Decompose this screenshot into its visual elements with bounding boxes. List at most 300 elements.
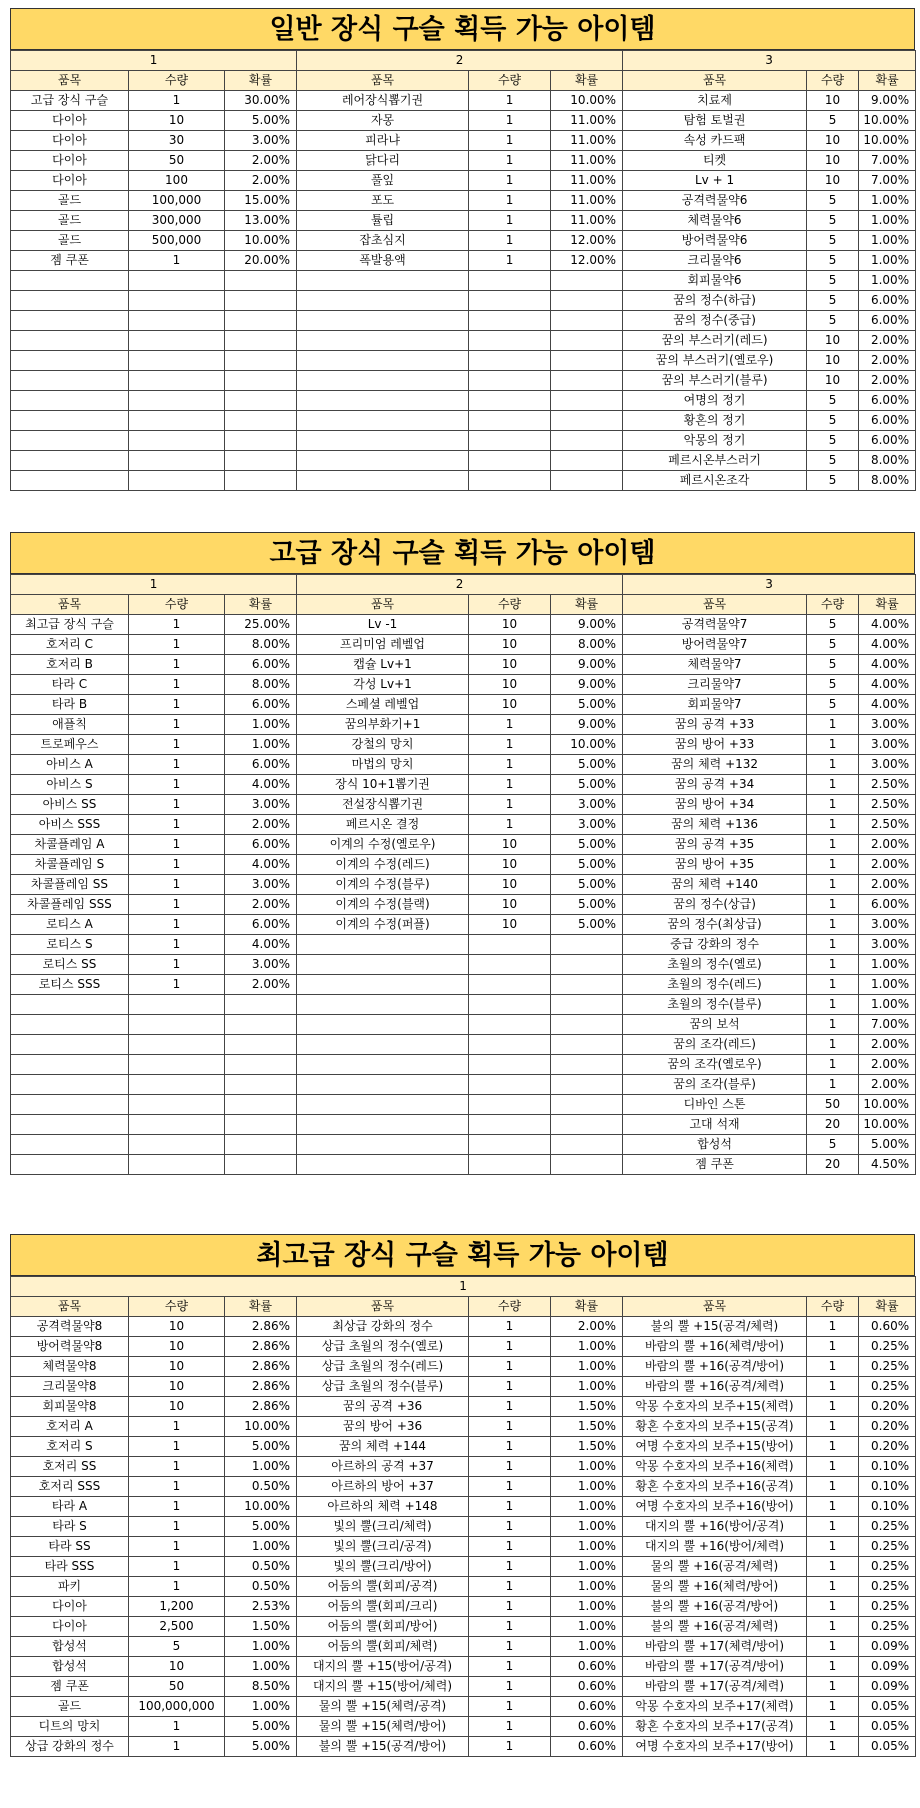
item-quantity: 1 — [469, 191, 551, 211]
item-probability: 0.09% — [859, 1677, 916, 1697]
item-quantity: 1 — [807, 1737, 859, 1757]
item-probability: 5.00% — [225, 1437, 297, 1457]
item-name: 불의 뿔 +15(공격/방어) — [297, 1737, 469, 1757]
item-quantity — [129, 1095, 225, 1115]
item-name: 꿈의 방어 +33 — [623, 735, 807, 755]
item-probability: 2.00% — [859, 855, 916, 875]
item-name: 빛의 뿔(크리/공격) — [297, 1537, 469, 1557]
item-name — [11, 1155, 129, 1175]
item-name: 물의 뿔 +15(체력/방어) — [297, 1717, 469, 1737]
item-name — [11, 311, 129, 331]
item-name: 물의 뿔 +16(공격/체력) — [623, 1557, 807, 1577]
item-probability: 11.00% — [551, 211, 623, 231]
item-quantity: 1 — [469, 715, 551, 735]
item-name: 크리물약6 — [623, 251, 807, 271]
item-quantity — [129, 451, 225, 471]
item-probability: 0.10% — [859, 1457, 916, 1477]
table-row — [11, 1677, 916, 1697]
table-row — [11, 895, 916, 915]
item-name: 꿈의 공격 +36 — [297, 1397, 469, 1417]
item-quantity: 1 — [807, 1597, 859, 1617]
table-row — [11, 975, 916, 995]
item-quantity: 10 — [129, 1657, 225, 1677]
item-quantity: 10 — [129, 1377, 225, 1397]
quantity-header: 수량 — [807, 595, 859, 615]
table-row — [11, 695, 916, 715]
item-quantity: 1 — [807, 815, 859, 835]
item-probability: 5.00% — [225, 1517, 297, 1537]
item-quantity: 5 — [807, 231, 859, 251]
item-quantity — [469, 351, 551, 371]
item-quantity: 10 — [469, 635, 551, 655]
item-quantity: 1 — [469, 755, 551, 775]
item-name: 프리미엄 레벨업 — [297, 635, 469, 655]
item-probability: 4.50% — [859, 1155, 916, 1175]
item-probability: 1.00% — [225, 1457, 297, 1477]
table-row — [11, 391, 916, 411]
item-quantity: 1 — [807, 875, 859, 895]
table-row — [11, 615, 916, 635]
table-row — [11, 835, 916, 855]
item-name — [11, 1115, 129, 1135]
item-probability: 5.00% — [859, 1135, 916, 1155]
table-row — [11, 1357, 916, 1377]
item-name: 빛의 뿔(크리/체력) — [297, 1517, 469, 1537]
item-probability: 5.00% — [551, 755, 623, 775]
item-quantity: 1 — [129, 1497, 225, 1517]
item-probability — [551, 1055, 623, 1075]
item-probability: 10.00% — [859, 131, 916, 151]
item-name — [11, 331, 129, 351]
item-header: 품목 — [11, 1297, 129, 1317]
table-row — [11, 111, 916, 131]
item-name: 체력물약6 — [623, 211, 807, 231]
item-probability: 5.00% — [551, 695, 623, 715]
table-row — [11, 875, 916, 895]
item-quantity: 10 — [469, 835, 551, 855]
probability-header: 확률 — [551, 595, 623, 615]
item-quantity: 5 — [807, 655, 859, 675]
item-name — [11, 1055, 129, 1075]
probability-header: 확률 — [859, 71, 916, 91]
item-quantity: 1 — [469, 1737, 551, 1757]
item-quantity: 1 — [129, 1457, 225, 1477]
item-name: 크리물약8 — [11, 1377, 129, 1397]
item-name: 골드 — [11, 231, 129, 251]
item-name — [11, 995, 129, 1015]
item-quantity: 1 — [807, 1377, 859, 1397]
item-name — [297, 995, 469, 1015]
item-name: 마법의 망치 — [297, 755, 469, 775]
item-name: 어둠의 뿔(회피/방어) — [297, 1617, 469, 1637]
item-name: 레어장식뽑기권 — [297, 91, 469, 111]
table-row — [11, 1377, 916, 1397]
item-quantity: 10 — [469, 895, 551, 915]
item-name: 페르시온부스러기 — [623, 451, 807, 471]
table-row — [11, 1537, 916, 1557]
item-quantity: 5 — [807, 251, 859, 271]
item-probability: 1.00% — [225, 1637, 297, 1657]
item-quantity: 1 — [469, 815, 551, 835]
item-name: 로티스 SSS — [11, 975, 129, 995]
item-quantity: 10 — [469, 855, 551, 875]
item-quantity: 500,000 — [129, 231, 225, 251]
item-quantity — [129, 1055, 225, 1075]
table-row — [11, 735, 916, 755]
item-name: 이계의 수정(퍼플) — [297, 915, 469, 935]
item-quantity — [129, 351, 225, 371]
item-name: 황혼의 정기 — [623, 411, 807, 431]
item-probability: 4.00% — [859, 615, 916, 635]
item-name: 타라 B — [11, 695, 129, 715]
item-probability: 0.05% — [859, 1717, 916, 1737]
item-probability: 6.00% — [225, 755, 297, 775]
item-name — [297, 451, 469, 471]
item-quantity: 1 — [129, 935, 225, 955]
table-row — [11, 955, 916, 975]
item-probability: 2.00% — [859, 835, 916, 855]
item-quantity — [129, 1155, 225, 1175]
item-name: 상급 강화의 정수 — [11, 1737, 129, 1757]
item-probability: 0.10% — [859, 1497, 916, 1517]
item-quantity: 1 — [807, 1637, 859, 1657]
item-quantity: 10 — [469, 615, 551, 635]
item-name: 중급 강화의 정수 — [623, 935, 807, 955]
table-row — [11, 715, 916, 735]
item-probability: 1.00% — [859, 975, 916, 995]
item-quantity: 5 — [807, 111, 859, 131]
item-quantity: 1 — [807, 975, 859, 995]
item-quantity — [129, 1075, 225, 1095]
item-probability — [225, 271, 297, 291]
item-quantity: 5 — [807, 391, 859, 411]
item-probability — [551, 1135, 623, 1155]
item-quantity: 1,200 — [129, 1597, 225, 1617]
item-name: 다이아 — [11, 131, 129, 151]
item-name: 꿈의 정수(중급) — [623, 311, 807, 331]
table-row — [11, 231, 916, 251]
item-probability — [225, 411, 297, 431]
header-row — [11, 71, 916, 91]
item-probability: 10.00% — [859, 1115, 916, 1135]
item-quantity: 1 — [469, 1457, 551, 1477]
item-quantity — [469, 995, 551, 1015]
item-probability: 2.00% — [859, 1055, 916, 1075]
item-name: 상급 초월의 정수(옐로) — [297, 1337, 469, 1357]
item-quantity: 1 — [807, 755, 859, 775]
item-quantity: 1 — [469, 1697, 551, 1717]
item-quantity: 10 — [129, 1357, 225, 1377]
item-name — [11, 1135, 129, 1155]
item-name: 초월의 정수(옐로) — [623, 955, 807, 975]
item-quantity: 1 — [807, 1437, 859, 1457]
item-name: 아비스 SSS — [11, 815, 129, 835]
item-probability — [225, 1015, 297, 1035]
item-name — [297, 1015, 469, 1035]
item-name: 여명 수호자의 보주+15(방어) — [623, 1437, 807, 1457]
quantity-header: 수량 — [129, 595, 225, 615]
item-quantity: 1 — [469, 151, 551, 171]
item-name: 악몽의 정기 — [623, 431, 807, 451]
item-probability: 1.00% — [551, 1497, 623, 1517]
table-row — [11, 635, 916, 655]
item-name: 아르하의 공격 +37 — [297, 1457, 469, 1477]
item-name — [11, 1095, 129, 1115]
item-name — [11, 1035, 129, 1055]
item-probability: 1.00% — [859, 251, 916, 271]
item-probability: 1.00% — [859, 955, 916, 975]
item-probability: 1.00% — [859, 191, 916, 211]
item-probability — [551, 451, 623, 471]
item-name: 꿈의 체력 +144 — [297, 1437, 469, 1457]
item-probability — [551, 1155, 623, 1175]
item-name: 튤립 — [297, 211, 469, 231]
item-probability — [551, 935, 623, 955]
item-quantity: 1 — [807, 895, 859, 915]
item-probability: 4.00% — [225, 855, 297, 875]
item-quantity: 1 — [469, 1357, 551, 1377]
item-probability: 1.00% — [551, 1357, 623, 1377]
item-probability: 25.00% — [225, 615, 297, 635]
item-probability: 5.00% — [551, 915, 623, 935]
item-name: 호저리 SSS — [11, 1477, 129, 1497]
item-header: 품목 — [623, 71, 807, 91]
item-name: 바람의 뿔 +17(공격/체력) — [623, 1677, 807, 1697]
group-number: 2 — [297, 575, 623, 595]
item-quantity — [129, 1015, 225, 1035]
item-probability: 11.00% — [551, 131, 623, 151]
item-quantity — [469, 1095, 551, 1115]
item-name: 타라 SS — [11, 1537, 129, 1557]
item-quantity: 1 — [807, 1557, 859, 1577]
item-quantity: 5 — [807, 695, 859, 715]
item-probability — [551, 1095, 623, 1115]
item-quantity: 1 — [129, 655, 225, 675]
item-name — [11, 391, 129, 411]
item-probability: 0.50% — [225, 1577, 297, 1597]
item-probability: 1.00% — [551, 1597, 623, 1617]
item-quantity: 1 — [469, 211, 551, 231]
table-row — [11, 775, 916, 795]
item-quantity: 1 — [807, 1055, 859, 1075]
item-name — [297, 1115, 469, 1135]
item-probability: 5.00% — [225, 1717, 297, 1737]
item-probability — [551, 975, 623, 995]
item-quantity: 10 — [807, 351, 859, 371]
item-probability: 1.00% — [551, 1477, 623, 1497]
probability-header: 확률 — [225, 71, 297, 91]
item-probability: 0.60% — [551, 1657, 623, 1677]
item-quantity: 1 — [807, 835, 859, 855]
item-name: 캡슐 Lv+1 — [297, 655, 469, 675]
item-name: 합성석 — [623, 1135, 807, 1155]
item-quantity — [469, 271, 551, 291]
item-quantity: 1 — [807, 1677, 859, 1697]
item-quantity: 1 — [807, 1717, 859, 1737]
item-name: 불의 뿔 +16(공격/체력) — [623, 1617, 807, 1637]
item-probability: 0.09% — [859, 1637, 916, 1657]
item-probability: 4.00% — [859, 695, 916, 715]
table-row — [11, 1015, 916, 1035]
item-probability: 6.00% — [859, 895, 916, 915]
item-probability: 0.50% — [225, 1477, 297, 1497]
probability-header: 확률 — [551, 1297, 623, 1317]
item-name: 호저리 B — [11, 655, 129, 675]
quantity-header: 수량 — [129, 71, 225, 91]
item-probability — [225, 1075, 297, 1095]
item-quantity: 1 — [469, 1497, 551, 1517]
item-probability: 1.00% — [859, 271, 916, 291]
item-quantity: 1 — [469, 1417, 551, 1437]
table-row — [11, 1577, 916, 1597]
item-name — [297, 1075, 469, 1095]
item-quantity: 1 — [807, 735, 859, 755]
item-quantity: 1 — [129, 91, 225, 111]
item-name: 불의 뿔 +16(공격/방어) — [623, 1597, 807, 1617]
item-quantity — [469, 451, 551, 471]
item-quantity: 1 — [807, 1537, 859, 1557]
item-name: 방어력물약8 — [11, 1337, 129, 1357]
item-quantity: 1 — [807, 1477, 859, 1497]
item-probability: 6.00% — [225, 835, 297, 855]
item-quantity: 50 — [807, 1095, 859, 1115]
item-quantity — [469, 955, 551, 975]
item-probability — [225, 371, 297, 391]
item-quantity: 2,500 — [129, 1617, 225, 1637]
item-quantity: 1 — [469, 1397, 551, 1417]
item-name: 최상급 강화의 정수 — [297, 1317, 469, 1337]
items-table — [10, 50, 916, 491]
item-name: 풀잎 — [297, 171, 469, 191]
item-probability: 6.00% — [859, 311, 916, 331]
item-name: 아비스 SS — [11, 795, 129, 815]
probability-header: 확률 — [551, 71, 623, 91]
table-row — [11, 191, 916, 211]
item-probability — [551, 271, 623, 291]
item-quantity — [469, 431, 551, 451]
item-name: 페르시온 결정 — [297, 815, 469, 835]
item-name: 꿈의 부스러기(옐로우) — [623, 351, 807, 371]
item-probability: 1.50% — [551, 1397, 623, 1417]
item-quantity: 50 — [129, 151, 225, 171]
item-name: 물의 뿔 +16(체력/방어) — [623, 1577, 807, 1597]
item-probability: 4.00% — [859, 675, 916, 695]
item-quantity: 1 — [129, 835, 225, 855]
probability-header: 확률 — [225, 1297, 297, 1317]
item-probability: 0.05% — [859, 1737, 916, 1757]
item-quantity: 1 — [807, 715, 859, 735]
item-quantity: 1 — [469, 1437, 551, 1457]
item-name: 꿈의 공격 +33 — [623, 715, 807, 735]
item-quantity: 1 — [807, 1577, 859, 1597]
item-probability: 2.00% — [551, 1317, 623, 1337]
item-quantity: 1 — [807, 795, 859, 815]
item-quantity: 1 — [129, 251, 225, 271]
item-name — [11, 431, 129, 451]
item-name: 회피물약8 — [11, 1397, 129, 1417]
group-number: 1 — [11, 1277, 916, 1297]
table-row — [11, 755, 916, 775]
item-quantity: 1 — [469, 131, 551, 151]
item-quantity: 1 — [469, 1717, 551, 1737]
item-quantity: 1 — [129, 815, 225, 835]
item-probability: 1.00% — [859, 211, 916, 231]
item-name: 황혼 수호자의 보주+15(공격) — [623, 1417, 807, 1437]
item-probability: 5.00% — [551, 835, 623, 855]
item-probability: 1.00% — [225, 715, 297, 735]
item-quantity: 1 — [807, 1337, 859, 1357]
item-name: 합성석 — [11, 1657, 129, 1677]
item-name: 공격력물약8 — [11, 1317, 129, 1337]
item-name: 악몽 수호자의 보주+16(체력) — [623, 1457, 807, 1477]
item-probability: 3.00% — [551, 795, 623, 815]
item-probability: 2.00% — [859, 331, 916, 351]
item-quantity: 1 — [807, 1417, 859, 1437]
item-quantity: 1 — [469, 1617, 551, 1637]
item-probability — [225, 1055, 297, 1075]
item-name — [297, 935, 469, 955]
item-name: 로티스 SS — [11, 955, 129, 975]
item-name: 아비스 A — [11, 755, 129, 775]
item-name: 파키 — [11, 1577, 129, 1597]
item-probability: 0.25% — [859, 1517, 916, 1537]
item-quantity — [469, 291, 551, 311]
item-quantity: 1 — [807, 775, 859, 795]
item-probability: 2.00% — [225, 815, 297, 835]
item-probability: 10.00% — [225, 1497, 297, 1517]
item-quantity: 1 — [129, 1437, 225, 1457]
item-quantity: 1 — [469, 1597, 551, 1617]
item-name — [297, 1035, 469, 1055]
item-quantity: 1 — [807, 915, 859, 935]
item-name: 꿈의 공격 +35 — [623, 835, 807, 855]
item-quantity — [469, 1155, 551, 1175]
item-quantity: 1 — [129, 615, 225, 635]
table-row — [11, 795, 916, 815]
item-header: 품목 — [297, 71, 469, 91]
item-probability — [225, 431, 297, 451]
item-probability: 4.00% — [859, 635, 916, 655]
item-name: 악몽 수호자의 보주+17(체력) — [623, 1697, 807, 1717]
item-name: 고급 장식 구슬 — [11, 91, 129, 111]
item-quantity: 5 — [807, 271, 859, 291]
item-header: 품목 — [623, 1297, 807, 1317]
item-probability: 0.09% — [859, 1657, 916, 1677]
quantity-header: 수량 — [469, 595, 551, 615]
item-name: 불의 뿔 +15(공격/체력) — [623, 1317, 807, 1337]
probability-header: 확률 — [225, 595, 297, 615]
item-name: 호저리 S — [11, 1437, 129, 1457]
item-probability: 2.00% — [859, 1035, 916, 1055]
item-probability: 8.50% — [225, 1677, 297, 1697]
item-probability — [225, 451, 297, 471]
item-name: 크리물약7 — [623, 675, 807, 695]
item-quantity: 1 — [129, 895, 225, 915]
item-quantity — [469, 391, 551, 411]
item-name: 빛의 뿔(크리/방어) — [297, 1557, 469, 1577]
item-name: 닭다리 — [297, 151, 469, 171]
items-table — [10, 1276, 916, 1757]
item-quantity: 1 — [807, 1397, 859, 1417]
item-probability: 3.00% — [859, 735, 916, 755]
item-quantity — [469, 331, 551, 351]
item-name: 공격력물약6 — [623, 191, 807, 211]
item-quantity: 1 — [469, 1657, 551, 1677]
item-probability: 2.86% — [225, 1337, 297, 1357]
item-quantity: 10 — [469, 695, 551, 715]
item-name: 최고급 장식 구슬 — [11, 615, 129, 635]
item-quantity — [469, 1015, 551, 1035]
